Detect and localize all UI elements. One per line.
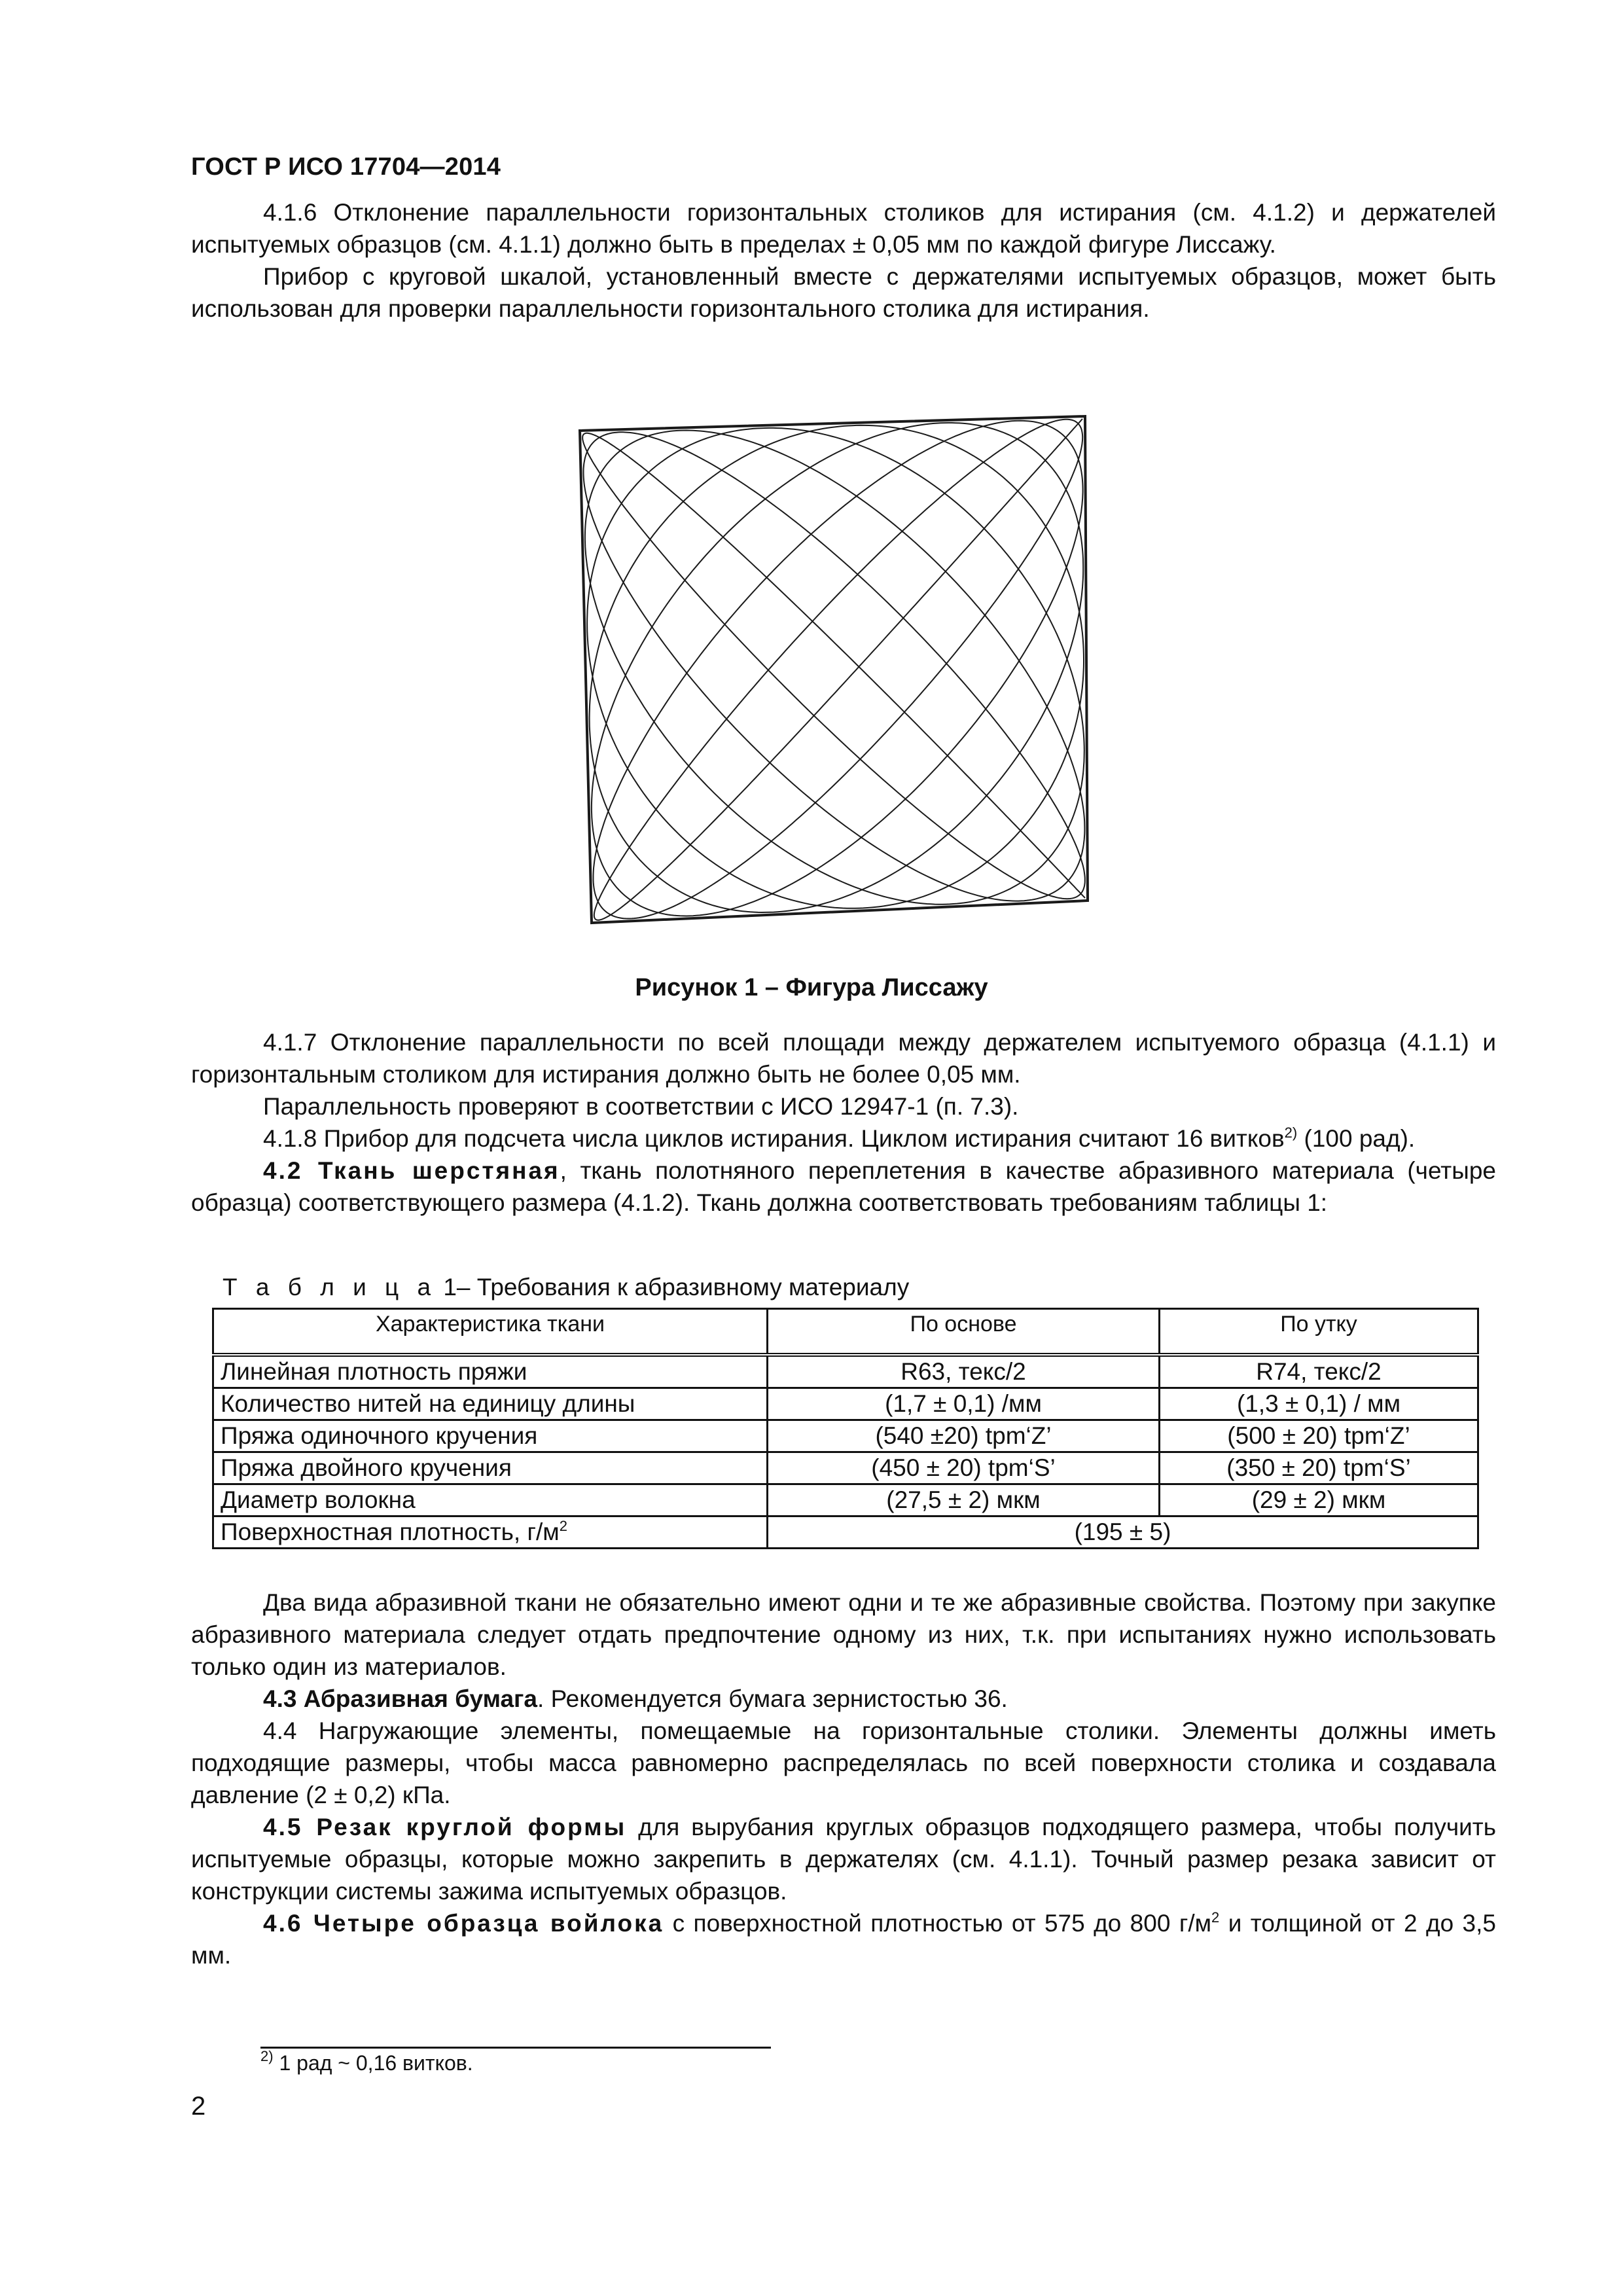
table-cell: (540 ±20) tpm‘Z’ — [768, 1420, 1160, 1452]
paragraph-4-1-6: 4.1.6 Отклонение параллельности горизонтальных столиков для истирания (см. 4.1.2) и держателей испытуемых образцов (см. 4.1.1) должно быть в пределах ± 0,05 мм по каждой фигуре Лиссажу. — [191, 199, 1496, 258]
footnote — [260, 2048, 473, 2075]
footnote-ref[interactable]: 2) — [1284, 1124, 1298, 1141]
table-row — [213, 1420, 1478, 1452]
lissajous-figure-image — [569, 406, 1093, 942]
paragraph-4-2 — [191, 1155, 1496, 1219]
section-4-1-7-to-4-2 — [191, 1026, 1496, 1219]
paragraph-4-4: 4.4 Нагружающие элементы, помещаемые на горизонтальные столики. Элементы должны иметь подходящие размеры, чтобы масса равномерно распределялась по всей поверхности столика и создавала давление (2 ± 0,2) кПа. — [191, 1717, 1496, 1808]
requirements-table — [212, 1308, 1479, 1549]
table-row — [213, 1388, 1478, 1420]
page-number: 2 — [191, 2092, 206, 2121]
table-cell: R74, текс/2 — [1160, 1355, 1478, 1388]
paragraph-4-6-text-a: с поверхностной плотностью от 575 до 800 г/м — [664, 1910, 1212, 1937]
heading-4-5: 4.5 Резак круглой формы — [263, 1814, 627, 1840]
lissajous-frame — [580, 416, 1088, 923]
table-cell: Линейная плотность пряжи — [213, 1355, 768, 1388]
table-cell: (29 ± 2) мкм — [1160, 1484, 1478, 1516]
heading-4-2: 4.2 Ткань шерстяная — [263, 1157, 560, 1184]
table-cell: (500 ± 20) tpm‘Z’ — [1160, 1420, 1478, 1452]
table-title — [223, 1274, 909, 1301]
paragraph-4-2-text: , ткань полотняного переплетения в качестве абразивного материала (четыре образца) соответствующего размера (4.1.2). Ткань должна соответствовать требованиям таблицы 1: — [191, 1157, 1496, 1216]
paragraph-4-5-text: для вырубания круглых образцов подходящего размера, чтобы получить испытуемые образцы, которые можно закрепить в держателях (см. 4.1.1). Точный размер резака зависит от конструкции системы зажима испытуемых образцов. — [191, 1814, 1496, 1905]
table-header-cell: По утку — [1160, 1309, 1478, 1355]
table-cell: Пряжа одиночного кручения — [213, 1420, 768, 1452]
paragraph-4-6-text-b: и толщиной от 2 до 3,5 мм. — [191, 1910, 1496, 1969]
table-label: Т а б л и ц а — [223, 1274, 437, 1300]
table-cell: (350 ± 20) tpm‘S’ — [1160, 1452, 1478, 1484]
table-row — [213, 1452, 1478, 1484]
table-row — [213, 1355, 1478, 1388]
table-cell: Пряжа двойного кручения — [213, 1452, 768, 1484]
paragraph-4-6-sup: 2 — [1211, 1909, 1220, 1926]
paragraph-4-1-7: 4.1.7 Отклонение параллельности по всей площади между держателем испытуемого образца (4.1.1) и горизонтальным столиком для истирания должно быть не более 0,05 мм. — [191, 1029, 1496, 1088]
lissajous-curve — [582, 419, 1085, 920]
paragraph-dial-gauge: Прибор с круговой шкалой, установленный вместе с держателями испытуемых образцов, может быть использован для проверки параллельности горизонтального столика для истирания. — [191, 263, 1496, 322]
table-row — [213, 1484, 1478, 1516]
footnote-text: 1 рад ~ 0,16 витков. — [273, 2051, 473, 2075]
table-cell: R63, текс/2 — [768, 1355, 1160, 1388]
table-cell: (450 ± 20) tpm‘S’ — [768, 1452, 1160, 1484]
table-cell: (1,7 ± 0,1) /мм — [768, 1388, 1160, 1420]
paragraph-4-6 — [191, 1907, 1496, 1971]
lissajous-figure — [569, 406, 1093, 942]
paragraph-4-1-8-tail: (100 рад). — [1297, 1125, 1416, 1152]
paragraph-4-3-text: . Рекомендуется бумага зернистостью 36. — [537, 1685, 1008, 1712]
surface-density-sup: 2 — [559, 1518, 567, 1534]
surface-density-label: Поверхностная плотность, г/м — [221, 1518, 560, 1545]
table-cell: (27,5 ± 2) мкм — [768, 1484, 1160, 1516]
paragraph-abrasive-fabric-note: Два вида абразивной ткани не обязательно имеют одни и те же абразивные свойства. Поэтому при закупке абразивного материала следует отдать предпочтение одному из них, т.к. при испытаниях нужно использовать только один из материалов. — [191, 1589, 1496, 1680]
table-cell — [213, 1516, 768, 1549]
footnote-marker: 2) — [260, 2048, 274, 2064]
document-header: ГОСТ Р ИСО 17704—2014 — [191, 153, 501, 181]
heading-4-6: 4.6 Четыре образца войлока — [263, 1910, 664, 1937]
table-header-cell: Характеристика ткани — [213, 1309, 768, 1355]
table-cell: (1,3 ± 0,1) / мм — [1160, 1388, 1478, 1420]
paragraph-4-1-8 — [191, 1122, 1496, 1155]
figure-caption: Рисунок 1 – Фигура Лиссажу — [635, 974, 988, 1001]
paragraph-4-5 — [191, 1811, 1496, 1907]
table-cell: Количество нитей на единицу длины — [213, 1388, 768, 1420]
footnote-separator — [260, 2047, 771, 2049]
paragraph-4-1-8-text: 4.1.8 Прибор для подсчета числа циклов истирания. Циклом истирания считают 16 витков — [263, 1125, 1285, 1152]
table-header-cell: По основе — [768, 1309, 1160, 1355]
heading-4-3: 4.3 Абразивная бумага — [263, 1685, 538, 1712]
table-title-text: 1– Требования к абразивному материалу — [437, 1274, 910, 1300]
section-after-table — [191, 1587, 1496, 1971]
paragraph-4-3 — [191, 1683, 1496, 1715]
table-cell-merged: (195 ± 5) — [768, 1516, 1478, 1549]
table-row — [213, 1516, 1478, 1549]
table-cell: Диаметр волокна — [213, 1484, 768, 1516]
table-header-row — [213, 1309, 1478, 1355]
paragraph-parallelism-check: Параллельность проверяют в соответствии с ИСО 12947-1 (п. 7.3). — [263, 1093, 1019, 1120]
section-4-1-6 — [191, 196, 1496, 325]
